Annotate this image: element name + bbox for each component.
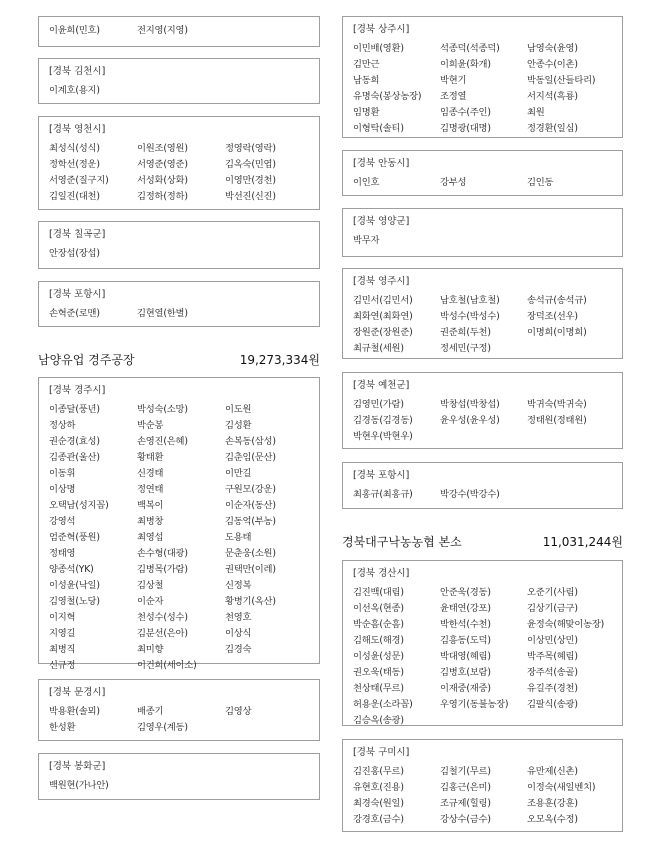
section-header-namyang [38, 350, 320, 368]
farmer-name: 임종수(주인) [440, 107, 491, 118]
farmer-name: 허용운(소라꼽) [353, 699, 413, 710]
farmer-name: 강부성 [440, 177, 467, 188]
farmer-name: 김승옥(송광) [353, 715, 404, 726]
farmer-name: 윤태연(강포) [440, 603, 491, 614]
farmer-name: 김상철 [137, 580, 164, 591]
farmer-name: 전지영(지영) [137, 25, 188, 36]
district-title: [경북 경산시] [353, 568, 410, 579]
name-list [49, 23, 309, 39]
farmer-name: 최영섭 [137, 532, 164, 543]
farmer-name: 김흥동(도덕) [440, 635, 491, 646]
farmer-name: 백원현(가나안) [49, 780, 109, 791]
section-name: 남양유업 경주공장 [38, 352, 135, 367]
farmer-name: 남영숙(윤영) [527, 43, 578, 54]
farmer-name: 남동희 [353, 75, 380, 86]
district-box-gyeongsan [342, 560, 623, 726]
district-title: [경북 상주시] [353, 24, 410, 35]
farmer-name: 김민서(김민서) [353, 295, 413, 306]
farmer-name: 신규정 [49, 660, 76, 671]
farmer-name: 최병직 [49, 644, 76, 655]
district-box-gyeongju [38, 377, 320, 671]
farmer-name: 최병창 [137, 516, 164, 527]
district-title: [경북 안동시] [353, 158, 410, 169]
name-list [49, 141, 309, 205]
farmer-name: 정상하 [49, 420, 76, 431]
farmer-name: 김철기(무르) [440, 766, 491, 777]
farmer-name: 박무자 [353, 235, 380, 246]
farmer-name: 석종덕(석종덕) [440, 43, 500, 54]
farmer-name: 신정복 [225, 580, 252, 591]
farmer-name: 천성수(성수) [137, 612, 188, 623]
name-list [353, 764, 612, 828]
farmer-name: 최홍규(최홍규) [353, 489, 413, 500]
farmer-name: 김인동 [527, 177, 554, 188]
farmer-name: 김팔식(송광) [527, 699, 578, 710]
farmer-name: 정태영 [49, 548, 76, 559]
farmer-name: 최화연(최화연) [353, 311, 413, 322]
farmer-name: 장덕조(선우) [527, 311, 578, 322]
farmer-name: 이상명 [49, 484, 76, 495]
farmer-name: 박창섭(박창섭) [440, 399, 500, 410]
farmer-name: 오택남(성지꼽) [49, 500, 109, 511]
farmer-name: 천상태(무르) [353, 683, 404, 694]
farmer-name: 이도원 [225, 404, 252, 415]
farmer-name: 이희윤(화개) [440, 59, 491, 70]
farmer-name: 강경호(금수) [353, 814, 404, 825]
farmer-name: 이순자(동산) [225, 500, 276, 511]
farmer-name: 박순봉 [137, 420, 164, 431]
district-box-top-left [38, 16, 320, 47]
name-list [353, 293, 612, 357]
district-box-yeongju [342, 268, 623, 359]
farmer-name: 김일진(대천) [49, 191, 100, 202]
farmer-name: 손혁준(로맨) [49, 308, 100, 319]
farmer-name: 박선진(신진) [225, 191, 276, 202]
farmer-name: 김성환 [225, 420, 252, 431]
farmer-name: 유길주(경천) [527, 683, 578, 694]
farmer-name: 손영진(은혜) [137, 436, 188, 447]
farmer-name: 최원 [527, 107, 545, 118]
farmer-name: 이상민(상민) [527, 635, 578, 646]
name-list [49, 246, 309, 262]
farmer-name: 이영만(경천) [225, 175, 276, 186]
farmer-name: 이인호 [353, 177, 380, 188]
farmer-name: 박동일(산들타리) [527, 75, 596, 86]
name-list [49, 704, 309, 736]
name-list [49, 83, 309, 99]
district-title: [경북 영주시] [353, 276, 410, 287]
farmer-name: 이형탁(솔티) [353, 123, 404, 134]
farmer-name: 김진홍(무르) [353, 766, 404, 777]
farmer-name: 백복이 [137, 500, 164, 511]
farmer-name: 권순경(효성) [49, 436, 100, 447]
district-box-chilgok [38, 221, 320, 269]
farmer-name: 이순자 [137, 596, 164, 607]
farmer-name: 이지혁 [49, 612, 76, 623]
farmer-name: 안종수(이촌) [527, 59, 578, 70]
farmer-name: 오모옥(수정) [527, 814, 578, 825]
farmer-name: 정경환(일심) [527, 123, 578, 134]
name-list [353, 175, 612, 191]
district-title: [경북 김천시] [49, 66, 106, 77]
district-title: [경북 포항시] [49, 289, 106, 300]
district-box-bonghwa [38, 753, 320, 800]
farmer-name: 박현기 [440, 75, 467, 86]
farmer-name: 권오욱(태동) [353, 667, 404, 678]
farmer-name: 오준기(사림) [527, 587, 578, 598]
farmer-name: 이윤희(민호) [49, 25, 100, 36]
district-box-gumi [342, 739, 623, 832]
farmer-name: 박한석(수천) [440, 619, 491, 630]
farmer-name: 손복동(삼성) [225, 436, 276, 447]
farmer-name: 이계호(용지) [49, 85, 100, 96]
farmer-name: 유명숙(봉상농장) [353, 91, 422, 102]
farmer-name: 최성식(성식) [49, 143, 100, 154]
farmer-name: 남호철(남호철) [440, 295, 500, 306]
farmer-name: 박현우(박현우) [353, 431, 413, 442]
farmer-name: 김홍근(은미) [440, 782, 491, 793]
name-list [353, 397, 612, 445]
farmer-name: 정태원(정태원) [527, 415, 587, 426]
farmer-name: 이동휘 [49, 468, 76, 479]
farmer-name: 박순흠(순흠) [353, 619, 404, 630]
farmer-name: 김옥숙(민엽) [225, 159, 276, 170]
farmer-name: 김명광(대명) [440, 123, 491, 134]
farmer-name: 우영기(동불농장) [440, 699, 509, 710]
farmer-name: 이원조(영원) [137, 143, 188, 154]
farmer-name: 최미향 [137, 644, 164, 655]
farmer-name: 이성윤(성문) [353, 651, 404, 662]
farmer-name: 김진백(대림) [353, 587, 404, 598]
farmer-name: 이명희(이명희) [527, 327, 587, 338]
farmer-name: 장주석(송골) [527, 667, 578, 678]
farmer-name: 신경태 [137, 468, 164, 479]
farmer-name: 안준욱(경동) [440, 587, 491, 598]
name-list [49, 402, 309, 674]
farmer-name: 이상식 [225, 628, 252, 639]
farmer-name: 김정하(정하) [137, 191, 188, 202]
farmer-name: 정세민(구정) [440, 343, 491, 354]
district-box-pohang [38, 281, 320, 327]
farmer-name: 이정숙(새일벤치) [527, 782, 596, 793]
farmer-name: 이선옥(현종) [353, 603, 404, 614]
district-box-yecheon [342, 372, 623, 449]
farmer-name: 이민배(영환) [353, 43, 404, 54]
farmer-name: 서성화(상화) [137, 175, 188, 186]
farmer-name: 송석규(송석규) [527, 295, 587, 306]
farmer-name: 서영준(질구지) [49, 175, 109, 186]
section-name: 경북대구낙농농협 본소 [342, 534, 462, 549]
farmer-name: 권택만(이레) [225, 564, 276, 575]
farmer-name: 김상기(금구) [527, 603, 578, 614]
farmer-name: 김해도(해경) [353, 635, 404, 646]
district-title: [경북 문경시] [49, 687, 106, 698]
farmer-name: 배종기 [137, 706, 164, 717]
farmer-name: 이종달(풍년) [49, 404, 100, 415]
farmer-name: 장원준(장원준) [353, 327, 413, 338]
section-amount: 11,031,244원 [542, 534, 623, 549]
farmer-name: 박대영(혜림) [440, 651, 491, 662]
district-title: [경북 구미시] [353, 747, 410, 758]
farmer-name: 이성윤(낙일) [49, 580, 100, 591]
name-list [353, 233, 612, 249]
farmer-name: 박성숙(소망) [137, 404, 188, 415]
district-title: [경북 영천시] [49, 124, 106, 135]
farmer-name: 조정열 [440, 91, 467, 102]
district-title: [경북 영양군] [353, 216, 410, 227]
farmer-name: 김영민(가람) [353, 399, 404, 410]
farmer-name: 김종관(울산) [49, 452, 100, 463]
district-box-yeongyang [342, 208, 623, 257]
farmer-name: 정학선(정운) [49, 159, 100, 170]
farmer-name: 엄준혁(풍원) [49, 532, 100, 543]
farmer-name: 지영길 [49, 628, 76, 639]
name-list [353, 585, 612, 729]
farmer-name: 조규제(힐링) [440, 798, 491, 809]
farmer-name: 김병호(보람) [440, 667, 491, 678]
farmer-name: 박강수(박강수) [440, 489, 500, 500]
district-box-sangju [342, 16, 623, 138]
farmer-name: 이재중(재중) [440, 683, 491, 694]
farmer-name: 김동억(부농) [225, 516, 276, 527]
farmer-name: 최경숙(원일) [353, 798, 404, 809]
farmer-name: 한성환 [49, 722, 76, 733]
farmer-name: 박주목(혜림) [527, 651, 578, 662]
farmer-name: 김만근 [353, 59, 380, 70]
district-title: [경북 봉화군] [49, 761, 106, 772]
farmer-name: 황태환 [137, 452, 164, 463]
farmer-name: 서영준(영준) [137, 159, 188, 170]
district-box-pohang-right [342, 462, 623, 509]
farmer-name: 황병기(옥산) [225, 596, 276, 607]
farmer-name: 안장섭(장섭) [49, 248, 100, 259]
farmer-name: 김분선(은아) [137, 628, 188, 639]
farmer-name: 임명환 [353, 107, 380, 118]
district-box-andong [342, 150, 623, 196]
district-box-gimcheon [38, 58, 320, 104]
farmer-name: 윤우성(윤우성) [440, 415, 500, 426]
district-title: [경북 예천군] [353, 380, 410, 391]
farmer-name: 김영철(노당) [49, 596, 100, 607]
farmer-name: 도용태 [225, 532, 252, 543]
farmer-name: 문춘웅(소원) [225, 548, 276, 559]
farmer-name: 천영호 [225, 612, 252, 623]
section-header-gyeongbuk-daegu [342, 532, 623, 550]
farmer-name: 김경동(김경동) [353, 415, 413, 426]
name-list [49, 306, 309, 322]
farmer-name: 최규철(세원) [353, 343, 404, 354]
farmer-name: 양종석(YK) [49, 564, 94, 575]
farmer-name: 조용훈(강훈) [527, 798, 578, 809]
farmer-name: 손수형(대광) [137, 548, 188, 559]
farmer-name: 김춘임(문산) [225, 452, 276, 463]
farmer-name: 김경숙 [225, 644, 252, 655]
district-title: [경북 포항시] [353, 470, 410, 481]
farmer-name: 윤정숙(해맞이농장) [527, 619, 605, 630]
farmer-name: 정영락(영락) [225, 143, 276, 154]
farmer-name: 구원모(강운) [225, 484, 276, 495]
farmer-name: 유현호(진용) [353, 782, 404, 793]
farmer-name: 이건희(세이소) [137, 660, 197, 671]
farmer-name: 김영우(계동) [137, 722, 188, 733]
farmer-name: 권준희(두천) [440, 327, 491, 338]
farmer-name: 박성수(박성수) [440, 311, 500, 322]
name-list [353, 41, 612, 137]
district-box-yeongcheon [38, 116, 320, 210]
farmer-name: 정연태 [137, 484, 164, 495]
farmer-name: 김병목(가람) [137, 564, 188, 575]
name-list [353, 487, 612, 503]
district-title: [경북 칠곡군] [49, 229, 106, 240]
district-box-mungyeong [38, 679, 320, 741]
district-title: [경북 경주시] [49, 385, 106, 396]
farmer-name: 김현열(한별) [137, 308, 188, 319]
farmer-name: 강영석 [49, 516, 76, 527]
name-list [49, 778, 309, 794]
farmer-name: 박귀숙(박귀숙) [527, 399, 587, 410]
section-amount: 19,273,334원 [239, 352, 320, 367]
farmer-name: 박용환(솔뫼) [49, 706, 100, 717]
farmer-name: 서지석(흑룡) [527, 91, 578, 102]
farmer-name: 김영상 [225, 706, 252, 717]
farmer-name: 이만길 [225, 468, 252, 479]
farmer-name: 유만제(신촌) [527, 766, 578, 777]
farmer-name: 강상수(금수) [440, 814, 491, 825]
